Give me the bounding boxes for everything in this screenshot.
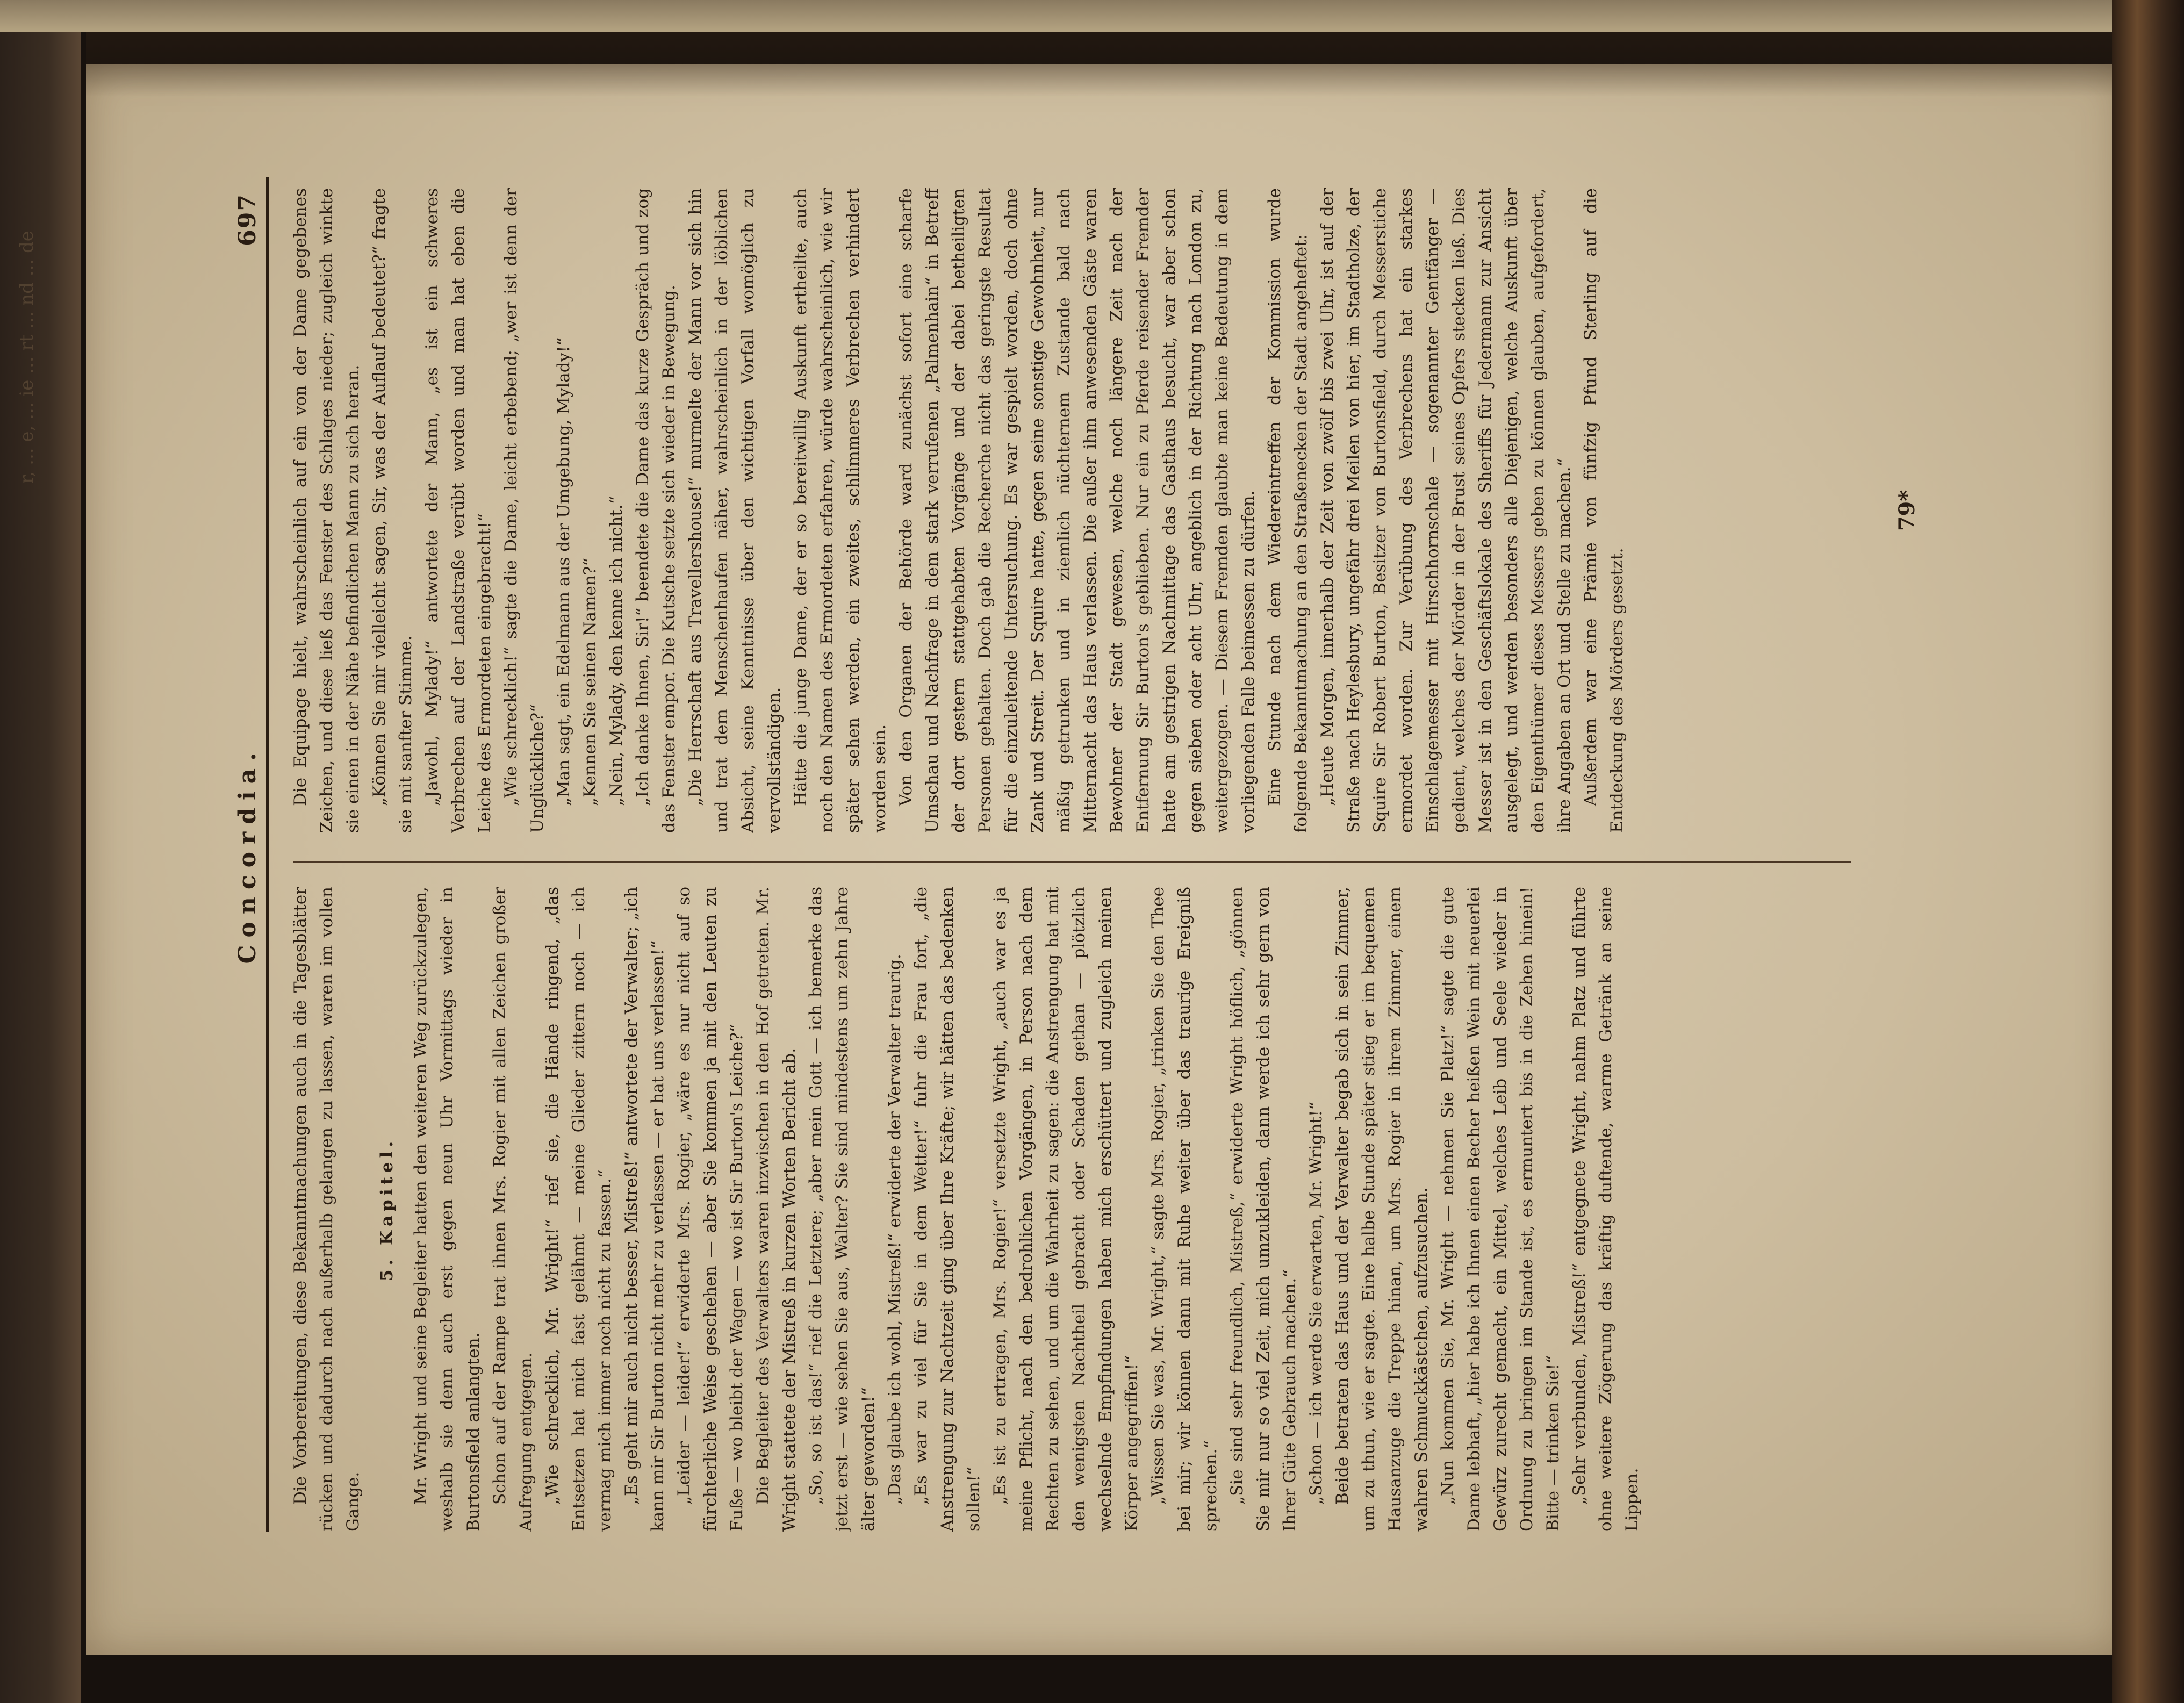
paragraph: „Sehr verbunden, Mistreß!“ entgegnete Wright, nahm Platz und führte ohne weitere Zögerung das kräftig duftende, warme Getränk an seine Lippen. [1570,887,1642,1532]
signature-mark: 79* [1894,490,1920,531]
paragraph: „Kennen Sie seinen Namen?“ [580,557,600,806]
paragraph: „Können Sie mir vielleicht sagen, Sir, was der Auflauf bedeutet?“ fragte sie mit sanfter Stimme. [370,188,415,833]
book-spine-edge [2112,0,2184,1703]
paragraph: „Nun kommen Sie, Mr. Wright — nehmen Sie Platz!“ sagte die gute Dame lebhaft, „hier habe ich Ihnen einen Becher heißen Wein mit neuerlei Gewürz zurecht gemacht, ein Mittel, welches Leib und Seele wieder in Ordnung zu bringen im Stande ist, es ermuntert bis in die Zehen hinein! Bitte — trinken Sie!“ [1438,887,1563,1532]
paragraph: „Wie schrecklich!“ sagte die Dame, leicht erbebend; „wer ist denn der Unglückliche?“ [501,188,547,833]
paragraph: Hätte die junge Dame, der er so bereitwillig Auskunft ertheilte, auch noch den Namen des Ermordeten erfahren, würde wahrscheinlich, wie wir später sehen werden, ein zweites, schlimmeres Verbrechen verhindert worden sein. [791,188,889,833]
paragraph: „Ich danke Ihnen, Sir!“ beendete die Dame das kurze Gespräch und zog das Fenster empor. Die Kutsche setzte sich wieder in Bewegung. [633,188,679,833]
paragraph: „Man sagt, ein Edelmann aus der Umgebung, Mylady!“ [554,337,573,806]
paragraph: Die Equipage hielt, wahrscheinlich auf ein von der Dame gegebenes Zeichen, und diese ließ das Fenster des Schlages nieder; zugleich winkte sie einen in der Nähe befindlichen Mann zu sich heran. [291,188,363,833]
paragraph: „Wie schrecklich, Mr. Wright!“ rief sie, die Hände ringend, „das Entsetzen hat mich fast gelähmt — meine Glieder zittern noch — ich vermag mich immer noch nicht zu fassen.“ [543,887,615,1532]
paragraph: „Nein, Mylady, den kenne ich nicht.“ [607,495,626,806]
paragraph: Mr. Wright und seine Begleiter hatten den weiteren Weg zurückzulegen, weshalb sie denn auch erst gegen neun Uhr Vormittags wieder in Burtonsfield anlangten. [411,887,483,1532]
text-column-left [288,887,1873,1532]
paragraph: Die Vorbereitungen, diese Bekanntmachungen auch in die Tagesblätter rücken und dadurch nach außerhalb gelangen zu lassen, waren im vollen Gange. [291,887,363,1532]
page-header [234,177,269,1532]
column-divider [293,861,1851,863]
paragraph: „Leider — leider!“ erwiderte Mrs. Rogier, „wäre es nur nicht auf so fürchterliche Weise geschehen — aber Sie kommen ja mit den Leuten zu Fuße — wo bleibt der Wagen — wo ist Sir Burton's Leiche?“ [674,887,746,1532]
paragraph: Außerdem war eine Prämie von fünfzig Pfund Sterling auf die Entdeckung des Mörders gesetzt. [1581,188,1627,833]
paragraph: „Sie sind sehr freundlich, Mistreß,“ erwiderte Wright höflich, „gönnen Sie mir nur so viel Zeit, mich umzukleiden, dann werde ich sehr gern von Ihrer Güte Gebrauch machen.“ [1227,887,1299,1532]
paragraph: „Heute Morgen, innerhalb der Zeit von zwölf bis zwei Uhr, ist auf der Straße nach Heylesbury, ungefähr drei Meilen von hier, im Stadtholze, der Squire Sir Robert Burton, Besitzer von Burtonsfield, durch Messerstiche ermordet worden. Zur Verübung des Verbrechens hat ein starkes Einschlagemesser mit Hirschhornschale — sogenannter Gentfänger — gedient, welches der Mörder in der Brust seines Opfers stecken ließ. Dies Messer ist in den Geschäftslokale des Sheriffs für Jedermann zur Ansicht ausgelegt, und werden besonders alle Diejenigen, welche Auskunft über den Eigenthümer dieses Messers geben zu können glauben, aufgefordert, ihre Angaben an Ort und Stelle zu machen.“ [1318,188,1574,833]
paragraph: Die Begleiter des Verwalters waren inzwischen in den Hof getreten. Mr. Wright stattete der Mistreß in kurzen Worten Bericht ab. [753,887,799,1532]
paragraph: „Wissen Sie was, Mr. Wright,“ sagte Mrs. Rogier, „trinken Sie den Thee bei mir; wir können dann mit Ruhe weiter über das traurige Ereigniß sprechen.“ [1148,887,1220,1532]
page-content-rotated [212,145,2023,1553]
gutter-shadow [86,32,2123,97]
paragraph: „So, so ist das!“ rief die Letztere; „aber mein Gott — ich bemerke das jetzt erst — wie sehen Sie aus, Walter? Sie sind mindestens um zehn Jahre älter geworden!“ [806,887,878,1532]
paragraph: „Das glaube ich wohl, Mistreß!“ erwiderte der Verwalter traurig. [885,954,904,1505]
paragraph: Von den Organen der Behörde ward zunächst sofort eine scharfe Umschau und Nachfrage in dem stark verrufenen „Palmenhain“ in Betreff der dort gestern stattgehabten Vorgänge und der dabei betheiligten Personen gehalten. Doch gab die Recherche nicht das geringste Resultat für die einzuleitende Untersuchung. Es war gespielt worden, doch ohne Zank und Streit. Der Squire hatte, gegen seine sonstige Gewohnheit, nur mäßig getrunken und in ziemlich nüchternem Zustande bald nach Mitternacht das Haus verlassen. Die außer ihm anwesenden Gäste waren Bewohner der Stadt gewesen, welche noch längere Zeit nach der Entfernung Sir Burton's geblieben. Nur ein zu Pferde reisender Fremder hatte am gestrigen Nachmittage das Gasthaus besucht, war aber schon gegen sieben oder acht Uhr, angeblich in der Richtung nach London zu, weitergezogen. — Diesem Fremden glaubte man keine Bedeutung in dem vorliegenden Falle beimessen zu dürfen. [896,188,1258,833]
paragraph: „Schon — ich werde Sie erwarten, Mr. Wright!“ [1306,1101,1326,1505]
paragraph: „Die Herrschaft aus Travellershouse!“ murmelte der Mann vor sich hin und trat dem Menschenhaufen näher, wahrscheinlich in der löblichen Absicht, seine Kenntnisse über den wichtigen Vorfall womöglich zu vervollständigen. [686,188,784,833]
paragraph: „Es ist zu ertragen, Mrs. Rogier!“ versetzte Wright, „auch war es ja meine Pflicht, nach den bedrohlichen Vorgängen, in Person nach dem Rechten zu sehen, und um die Wahrheit zu sagen: die Anstrengung hat mit den wenigsten Nachtheil gebracht oder Schaden gethan — plötzlich wechselnde Empfindungen haben mich erschüttert und zugleich meinen Körper angegriffen!“ [990,887,1141,1532]
page-number: 697 [234,193,261,246]
previous-page-edge [0,0,2184,32]
text-column-right [288,188,1873,833]
running-title: Concordia. [234,745,261,964]
paragraph: Beide betraten das Haus und der Verwalter begab sich in sein Zimmer, um zu thun, wie er sagte. Eine halbe Stunde später stieg er im bequemen Hausanzuge die Treppe hinan, um Mrs. Rogier in ihrem Zimmer, einem wahren Schmuckkästchen, aufzusuchen. [1333,887,1431,1532]
paragraph: Eine Stunde nach dem Wiedereintreffen der Kommission wurde folgende Bekanntmachung an den Straßenecken der Stadt angeheftet: [1265,188,1311,833]
previous-page-margin-text: r, ... e, ... ie ... rt ... nd ... de [16,231,38,484]
paragraph: „Es geht mir auch nicht besser, Mistreß!“ antwortete der Verwalter; „ich kann mir Sir Burton nicht mehr zu verlassen — er hat uns verlassen!“ [622,887,667,1532]
paragraph: „Jawohl, Mylady!“ antwortete der Mann, „es ist ein schweres Verbrechen auf der Landstraße verübt worden und man hat eben die Leiche des Ermordeten eingebracht!“ [422,188,494,833]
paragraph: Schon auf der Rampe trat ihnen Mrs. Rogier mit allen Zeichen großer Aufregung entgegen. [490,887,536,1532]
paragraph: „Es war zu viel für Sie in dem Wetter!“ fuhr die Frau fort, „die Anstrengung zur Nachtzeit ging über Ihre Kräfte; wir hätten das bedenken sollen!“ [911,887,983,1532]
chapter-heading: 5. Kapitel. [377,1137,397,1282]
